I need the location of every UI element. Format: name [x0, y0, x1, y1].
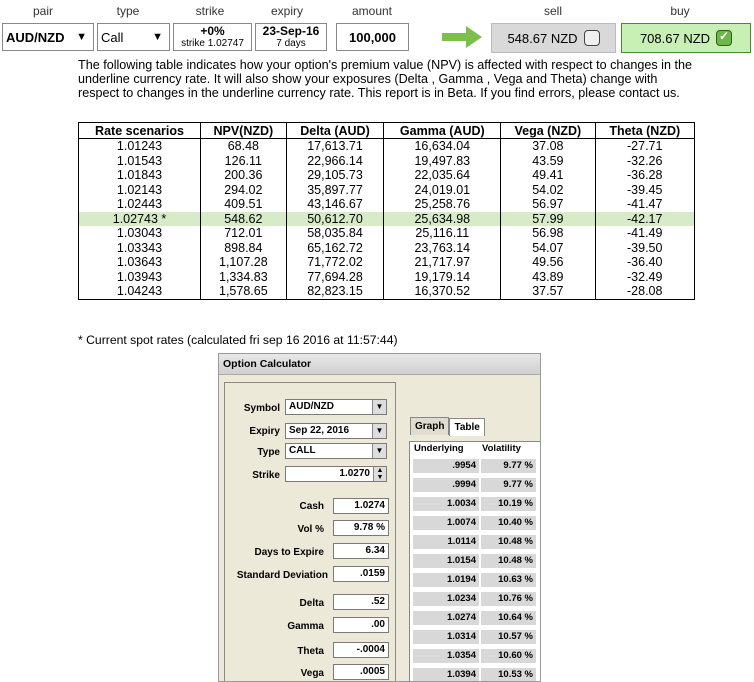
- cash-label: Cash: [299, 501, 324, 512]
- pair-value: AUD/NZD: [6, 29, 65, 45]
- pair-label: pair: [32, 4, 53, 18]
- view-tabs: [410, 417, 485, 435]
- table-row: [79, 183, 695, 198]
- vol-label: Vol %: [297, 524, 324, 535]
- table-cell: 77,694.28: [286, 270, 384, 285]
- symbol-dropdown[interactable]: [285, 399, 387, 415]
- window-title: Option Calculator: [219, 354, 540, 375]
- strike-label: Strike: [252, 470, 280, 481]
- buy-button[interactable]: [621, 23, 751, 53]
- table-cell: 58,035.84: [286, 226, 384, 241]
- expiry-value: Sep 22, 2016: [289, 425, 350, 436]
- strike-label: strike: [195, 4, 225, 18]
- strike-value: 1.0270: [339, 468, 370, 479]
- vol-field[interactable]: 9.78 %: [333, 520, 389, 536]
- standard-deviation-field[interactable]: .0159: [333, 566, 389, 582]
- column-header: NPV(NZD): [201, 123, 287, 139]
- expiry-date: 23-Sep-16: [262, 24, 320, 38]
- underlying-cell: 1.0314: [412, 629, 480, 645]
- table-cell: -42.17: [595, 212, 695, 227]
- underlying-cell: .9994: [412, 477, 480, 493]
- table-cell: 68.48: [201, 139, 287, 154]
- table-footnote: * Current spot rates (calculated fri sep 16 2016 at 11:57:44): [78, 333, 398, 347]
- table-cell: 22,035.64: [384, 168, 501, 183]
- type-value: Call: [101, 29, 124, 45]
- expiry-dropdown[interactable]: [285, 423, 387, 439]
- underlying-cell: 1.0274: [412, 610, 480, 626]
- vega-field[interactable]: .0005: [333, 664, 389, 680]
- table-cell: 82,823.15: [286, 284, 384, 299]
- volatility-cell: 9.77 %: [480, 477, 537, 493]
- table-row: [79, 241, 695, 256]
- table-row: [79, 197, 695, 212]
- volatility-cell: 10.76 %: [480, 591, 537, 607]
- expiry-label: Expiry: [249, 426, 280, 437]
- type-dropdown[interactable]: [285, 443, 387, 459]
- grid-row: [412, 610, 537, 626]
- table-cell: 21,717.97: [384, 255, 501, 270]
- table-cell: 1.01843: [79, 168, 201, 183]
- table-cell: -27.71: [595, 139, 695, 154]
- table-row: [79, 154, 695, 169]
- expiry-control[interactable]: [255, 23, 327, 51]
- table-cell: 19,179.14: [384, 270, 501, 285]
- table-row: [79, 168, 695, 183]
- table-cell: 712.01: [201, 226, 287, 241]
- table-cell: 19,497.83: [384, 154, 501, 169]
- table-cell: 50,612.70: [286, 212, 384, 227]
- table-cell: -36.28: [595, 168, 695, 183]
- underlying-cell: 1.0354: [412, 648, 480, 664]
- type-label: Type: [257, 447, 280, 458]
- table-row: [79, 139, 695, 154]
- column-header: Rate scenarios: [79, 123, 201, 139]
- grid-row: [412, 629, 537, 645]
- delta-label: Delta: [299, 598, 324, 609]
- table-cell: 29,105.73: [286, 168, 384, 183]
- grid-row: [412, 477, 537, 493]
- table-cell: 49.41: [501, 168, 595, 183]
- column-header: Vega (NZD): [501, 123, 595, 139]
- underlying-cell: 1.0234: [412, 591, 480, 607]
- expiry-label: expiry: [270, 4, 303, 18]
- dropdown-arrow-icon: ▼: [76, 31, 87, 43]
- description-text: The following table indicates how your option's premium value (NPV) is affected with respect to changes in the underline currency rate. It will also show your exposures (Delta , Gamma , Vega and Theta) change with respect to changes in the underline currency rate. This report is in Beta. If you find errors, please contact us.: [78, 58, 692, 100]
- table-cell: -39.45: [595, 183, 695, 198]
- table-cell: -36.40: [595, 255, 695, 270]
- table-cell: -41.47: [595, 197, 695, 212]
- table-cell: -41.49: [595, 226, 695, 241]
- table-cell: 1,334.83: [201, 270, 287, 285]
- spinner-arrows-icon[interactable]: ▲ ▼: [373, 467, 386, 481]
- underlying-cell: 1.0114: [412, 534, 480, 550]
- underlying-cell: 1.0194: [412, 572, 480, 588]
- table-cell: 56.97: [501, 197, 595, 212]
- sell-label: sell: [543, 4, 562, 18]
- table-cell: 1.03643: [79, 255, 201, 270]
- grid-header: [410, 442, 541, 456]
- table-cell: 43.89: [501, 270, 595, 285]
- table-row: [79, 255, 695, 270]
- table-cell: 65,162.72: [286, 241, 384, 256]
- table-cell: 1.02443: [79, 197, 201, 212]
- expiry-days: 7 days: [276, 38, 306, 49]
- strike-spinner[interactable]: [285, 466, 387, 482]
- volatility-grid: [409, 441, 541, 682]
- symbol-label: Symbol: [243, 403, 280, 414]
- tab-table[interactable]: Table: [449, 418, 484, 436]
- table-cell: 35,897.77: [286, 183, 384, 198]
- table-cell: 409.51: [201, 197, 287, 212]
- table-cell: 56.98: [501, 226, 595, 241]
- table-cell: 54.07: [501, 241, 595, 256]
- table-cell: 200.36: [201, 168, 287, 183]
- tab-graph[interactable]: Graph: [410, 417, 449, 435]
- cash-field[interactable]: 1.0274: [333, 498, 389, 514]
- chevron-down-icon: ▼: [372, 400, 386, 414]
- grid-row: [412, 496, 537, 512]
- grid-row: [412, 515, 537, 531]
- column-header: Gamma (AUD): [384, 123, 501, 139]
- table-cell: 25,116.11: [384, 226, 501, 241]
- table-cell: 1,578.65: [201, 284, 287, 299]
- strike-control[interactable]: [173, 23, 252, 51]
- grid-row: [412, 667, 537, 682]
- underlying-cell: 1.0394: [412, 667, 480, 682]
- table-cell: 37.08: [501, 139, 595, 154]
- table-cell: 57.99: [501, 212, 595, 227]
- amount-input[interactable]: 100,000: [336, 23, 409, 51]
- table-cell: 1,107.28: [201, 255, 287, 270]
- table-cell: 16,370.52: [384, 284, 501, 299]
- table-cell: 1.04243: [79, 284, 201, 299]
- table-cell: 25,634.98: [384, 212, 501, 227]
- standard-deviation-label: Standard Deviation: [236, 570, 328, 581]
- underlying-cell: 1.0154: [412, 553, 480, 569]
- rate-scenarios-table: [78, 122, 695, 300]
- volatility-cell: 10.40 %: [480, 515, 537, 531]
- calculator-inputs-panel: [224, 382, 396, 682]
- table-cell: 71,772.02: [286, 255, 384, 270]
- table-cell: -32.49: [595, 270, 695, 285]
- table-cell: 1.01243: [79, 139, 201, 154]
- grid-row: [412, 572, 537, 588]
- volatility-cell: 10.63 %: [480, 572, 537, 588]
- arrow-right-icon: [442, 26, 482, 48]
- grid-row: [412, 591, 537, 607]
- sell-price: 548.67 NZD: [507, 30, 578, 46]
- table-cell: 24,019.01: [384, 183, 501, 198]
- table-cell: 16,634.04: [384, 139, 501, 154]
- buy-price: 708.67 NZD: [639, 30, 711, 46]
- underlying-cell: 1.0034: [412, 496, 480, 512]
- volatility-cell: 10.57 %: [480, 629, 537, 645]
- table-cell: 22,966.14: [286, 154, 384, 169]
- table-cell: 1.03343: [79, 241, 201, 256]
- amount-label: amount: [351, 4, 393, 18]
- pair-select[interactable]: [2, 23, 94, 51]
- volatility-cell: 10.64 %: [480, 610, 537, 626]
- table-cell: -39.50: [595, 241, 695, 256]
- table-cell: 1.02743 *: [79, 212, 201, 227]
- volatility-cell: 9.77 %: [480, 458, 537, 474]
- delta-field[interactable]: .52: [333, 594, 389, 610]
- table-cell: 43,146.67: [286, 197, 384, 212]
- sell-checkbox-icon[interactable]: [584, 30, 600, 46]
- type-value: CALL: [289, 445, 316, 456]
- table-row: [79, 284, 695, 299]
- days-to-expire-label: Days to Expire: [254, 547, 324, 558]
- table-row: [79, 226, 695, 241]
- table-row: [79, 212, 695, 227]
- table-cell: 1.03043: [79, 226, 201, 241]
- volatility-cell: 10.53 %: [480, 667, 537, 682]
- table-cell: 17,613.71: [286, 139, 384, 154]
- gamma-label: Gamma: [287, 621, 324, 632]
- underlying-cell: 1.0074: [412, 515, 480, 531]
- table-cell: 1.02143: [79, 183, 201, 198]
- table-cell: 23,763.14: [384, 241, 501, 256]
- grid-row: [412, 458, 537, 474]
- volatility-cell: 10.60 %: [480, 648, 537, 664]
- volatility-header: Volatility: [482, 443, 521, 454]
- table-header-row: [79, 123, 695, 139]
- table-cell: 1.01543: [79, 154, 201, 169]
- strike-change: +0%: [200, 24, 225, 38]
- underlying-cell: .9954: [412, 458, 480, 474]
- chevron-down-icon: ▼: [372, 444, 386, 458]
- symbol-value: AUD/NZD: [289, 401, 334, 412]
- table-cell: 25,258.76: [384, 197, 501, 212]
- grid-row: [412, 553, 537, 569]
- table-row: [79, 270, 695, 285]
- volatility-cell: 10.48 %: [480, 553, 537, 569]
- days-to-expire-field[interactable]: 6.34: [333, 543, 389, 559]
- table-cell: 43.59: [501, 154, 595, 169]
- table-cell: 1.03943: [79, 270, 201, 285]
- gamma-field[interactable]: .00: [333, 617, 389, 633]
- table-cell: -32.26: [595, 154, 695, 169]
- type-label: type: [116, 4, 140, 18]
- table-cell: 548.62: [201, 212, 287, 227]
- column-header: Delta (AUD): [286, 123, 384, 139]
- theta-label: Theta: [297, 646, 324, 657]
- table-cell: 898.84: [201, 241, 287, 256]
- underlying-header: Underlying: [414, 443, 464, 454]
- type-select[interactable]: [97, 23, 170, 51]
- sell-button[interactable]: [491, 23, 616, 53]
- chevron-down-icon: ▼: [372, 424, 386, 438]
- table-cell: -28.08: [595, 284, 695, 299]
- theta-field[interactable]: -.0004: [333, 642, 389, 658]
- grid-row: [412, 648, 537, 664]
- table-cell: 54.02: [501, 183, 595, 198]
- table-cell: 37.57: [501, 284, 595, 299]
- volatility-cell: 10.19 %: [480, 496, 537, 512]
- option-calculator-window: [218, 353, 541, 682]
- dropdown-arrow-icon: ▼: [152, 31, 163, 43]
- buy-label: buy: [670, 4, 690, 18]
- table-cell: 294.02: [201, 183, 287, 198]
- grid-row: [412, 534, 537, 550]
- buy-checkbox-checked-icon[interactable]: [716, 30, 732, 46]
- vega-label: Vega: [300, 668, 324, 679]
- table-cell: 126.11: [201, 154, 287, 169]
- column-header: Theta (NZD): [595, 123, 695, 139]
- volatility-cell: 10.48 %: [480, 534, 537, 550]
- strike-value: strike 1.02747: [181, 38, 244, 49]
- table-cell: 49.56: [501, 255, 595, 270]
